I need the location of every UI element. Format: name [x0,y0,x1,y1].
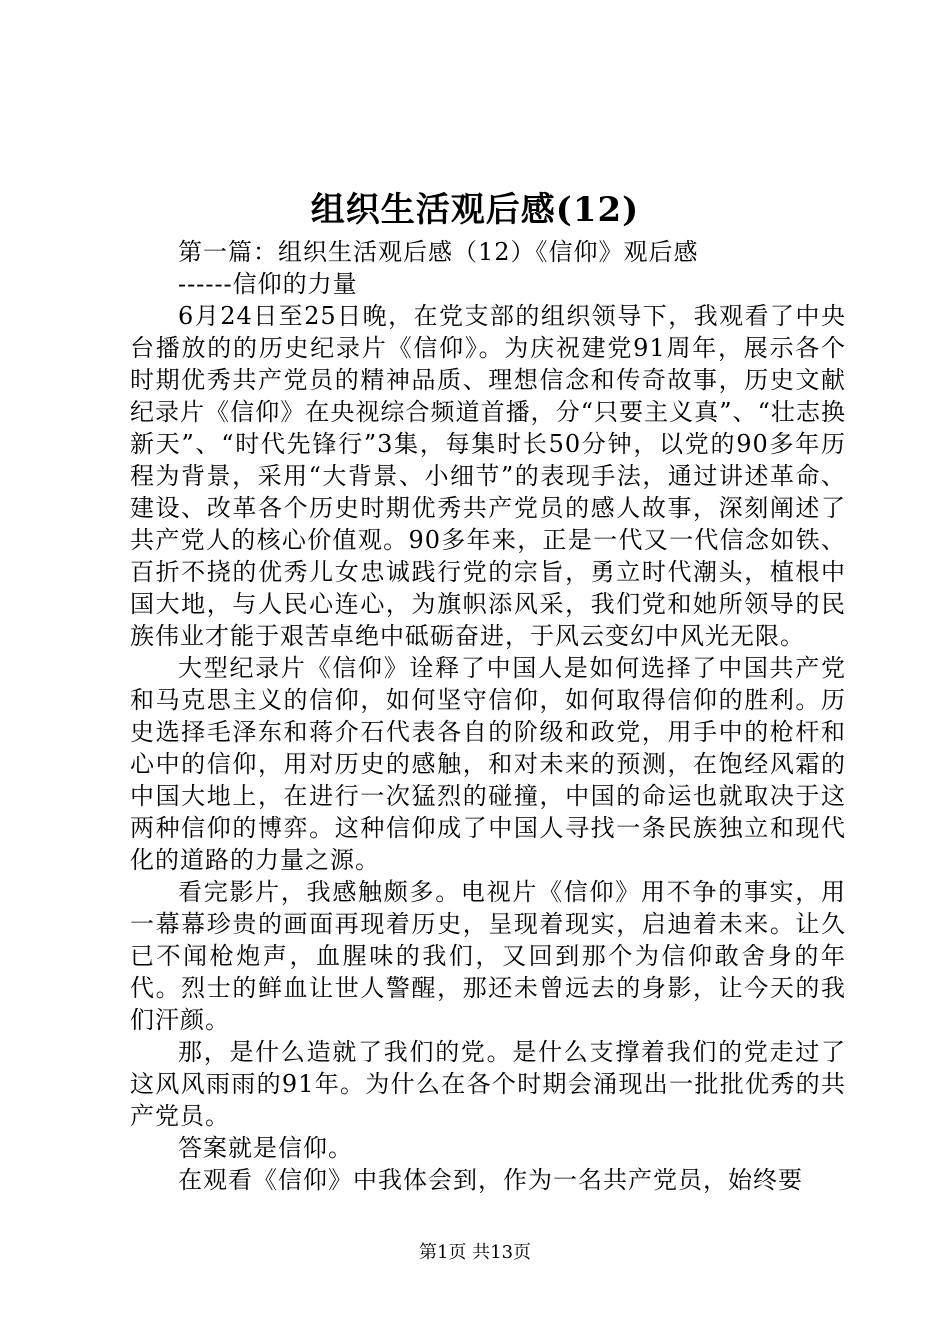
paragraph-3: 看完影片，我感触颇多。电视片《信仰》用不争的事实，用一幕幕珍贵的画面再现着历史，呈现着现实，启迪着未来。让久已不闻枪炮声，血腥味的我们，又回到那个为信仰敢舍身的年代。烈士的鲜血让世人警醒，那还未曾远去的身影，让今天的我们汗颜。 [130,878,846,1034]
document-title: 组织生活观后感(12) [310,190,640,230]
paragraph-1: 6月24日至25日晚，在党支部的组织领导下，我观看了中央台播放的的历史纪录片《信仰》。为庆祝建党91周年，展示各个时期优秀共产党员的精神品质、理想信念和传奇故事，历史文献纪录片《信仰》在央视综合频道首播，分“只要主义真”、“壮志换新天”、“时代先锋行”3集，每集时长50分钟，以党的90多年历程为背景，采用“大背景、小细节”的表现手法，通过讲述革命、建设、改革各个历史时期优秀共产党员的感人故事，深刻阐述了共产党人的核心价值观。90多年来，正是一代又一代信念如铁、百折不挠的优秀儿女忠诚践行党的宗旨，勇立时代潮头，植根中国大地，与人民心连心，为旗帜添风采，我们党和她所领导的民族伟业才能于艰苦卓绝中砥砺奋进，于风云变幻中风光无限。 [130,302,846,650]
paragraph-4: 那，是什么造就了我们的党。是什么支撑着我们的党走过了这风风雨雨的91年。为什么在各个时期会涌现出一批批优秀的共产党员。 [130,1038,846,1130]
page-footer: 第1页 共13页 [418,1242,532,1263]
paragraph-6: 在观看《信仰》中我体会到，作为一名共产党员，始终要 [178,1166,803,1194]
subtitle-line-2: ------信仰的力量 [178,270,358,298]
subtitle-line-1: 第一篇：组织生活观后感（12）《信仰》观后感 [178,238,699,266]
paragraph-2: 大型纪录片《信仰》诠释了中国人是如何选择了中国共产党和马克思主义的信仰，如何坚守信仰，如何取得信仰的胜利。历史选择毛泽东和蒋介石代表各自的阶级和政党，用手中的枪杆和心中的信仰，用对历史的感触，和对未来的预测，在饱经风霜的中国大地上，在进行一次猛烈的碰撞，中国的命运也就取决于这两种信仰的博弈。这种信仰成了中国人寻找一条民族独立和现代化的道路的力量之源。 [130,654,846,874]
paragraph-5: 答案就是信仰。 [178,1134,353,1162]
document-body [130,236,846,1196]
